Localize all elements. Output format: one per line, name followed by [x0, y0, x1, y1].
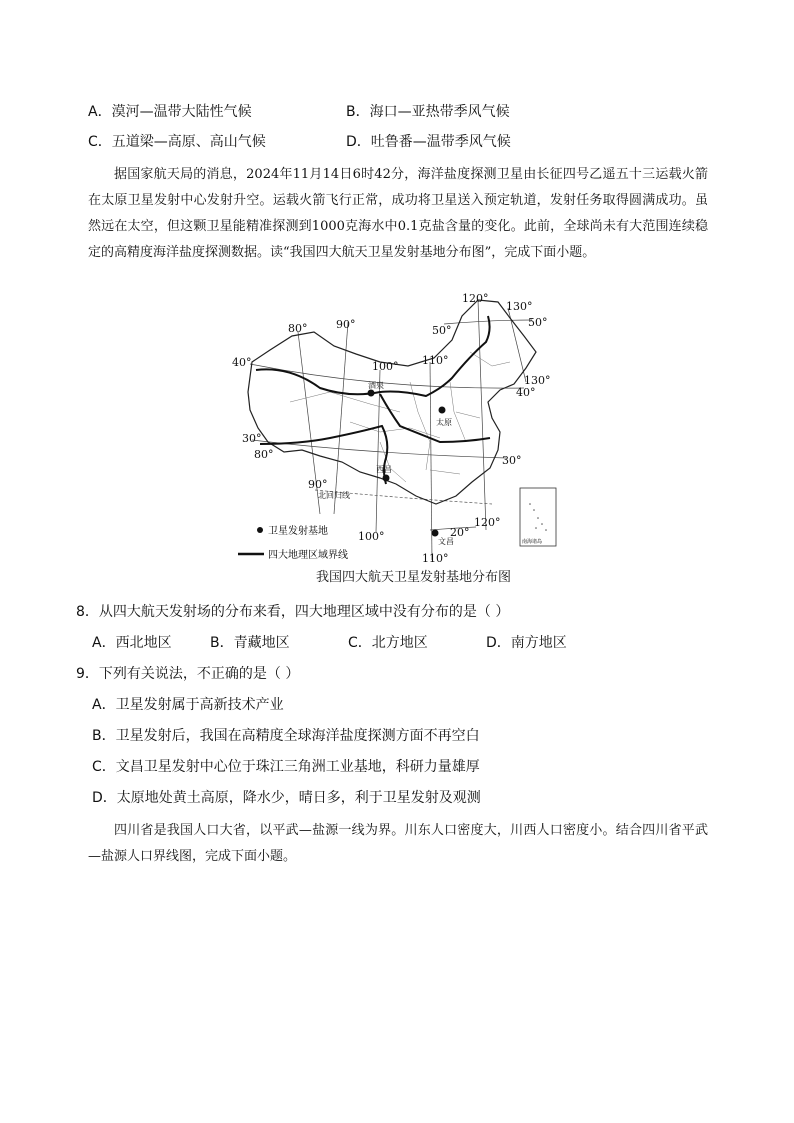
q8-option-d: D．南方地区: [486, 635, 567, 651]
lat-label-30-left: 30°: [242, 432, 262, 445]
lon-label-80-top: 80°: [288, 322, 308, 335]
launch-base-wenchang: [432, 530, 439, 537]
lon-label-80-bottom: 80°: [254, 448, 274, 461]
q9-stem: 9．下列有关说法，不正确的是（ ）: [76, 666, 300, 682]
passage-text: 四川省是我国人口大省，以平武—盐源一线为界。川东人口密度大，川西人口密度小。结合四川省平武—盐源人口界线图，完成下面小题。: [88, 823, 708, 864]
lon-label-100-top: 100°: [372, 360, 399, 373]
q8-stem: 8．从四大航天发射场的分布来看，四大地理区域中没有分布的是（ ）: [76, 604, 510, 620]
lon-label-110-bottom: 110°: [422, 552, 449, 564]
q7-option-b: B．海口—亚热带季风气候: [346, 104, 510, 120]
tropic-label: 北回归线: [318, 491, 350, 500]
legend-dot-icon: [257, 527, 263, 533]
legend-boundary-label: 四大地理区域界线: [268, 550, 348, 561]
city-label-taiyuan: 太原: [436, 418, 452, 427]
q9-option-d: D．太原地处黄土高原，降水少，晴日多，利于卫星发射及观测: [92, 790, 481, 806]
lat-label-40-left: 40°: [232, 356, 252, 369]
lon-label-130-top: 130°: [506, 300, 533, 313]
q7-option-c: C．五道梁—高原、高山气候: [88, 134, 266, 150]
lon-label-90-top: 90°: [336, 318, 356, 331]
meridian-100: [376, 370, 380, 532]
lat-label-40-right: 40°: [516, 386, 536, 399]
q9-option-b: B．卫星发射后，我国在高精度全球海洋盐度探测方面不再空白: [92, 728, 480, 744]
q8-option-b: B．青藏地区: [210, 635, 290, 651]
map-caption: 我国四大航天卫星发射基地分布图: [316, 570, 512, 585]
lon-label-100-bottom: 100°: [358, 530, 385, 543]
city-label-jiuquan: 酒泉: [368, 381, 384, 390]
lon-label-90-bottom: 90°: [308, 478, 328, 491]
boundary-north-south: [380, 394, 490, 442]
launch-base-jiuquan: [368, 390, 375, 397]
q8-option-c: C．北方地区: [348, 635, 428, 651]
reading-passage-sichuan: [88, 818, 708, 870]
lon-label-120-top: 120°: [462, 292, 489, 305]
city-label-xichang: 西昌: [376, 465, 392, 474]
south-china-sea-inset: [520, 488, 556, 546]
launch-base-map: [230, 292, 560, 564]
reading-passage-satellite: [88, 162, 708, 266]
q7-option-d: D．吐鲁番—温带季风气候: [346, 134, 511, 150]
lat-label-20: 20°: [450, 526, 470, 539]
lon-label-120-bottom: 120°: [474, 516, 501, 529]
boundary-tibet: [260, 426, 387, 484]
launch-base-taiyuan: [439, 407, 446, 414]
city-label-wenchang: 文昌: [438, 537, 454, 546]
lon-label-110-top: 110°: [422, 354, 449, 367]
inset-label: 南海诸岛: [522, 539, 543, 545]
q7-option-a: A．漠河—温带大陆性气候: [88, 104, 252, 120]
lat-label-50-left: 50°: [432, 324, 452, 337]
lat-label-30-right: 30°: [502, 454, 522, 467]
lat-label-50-right: 50°: [528, 316, 548, 329]
lon-label-130-right: 130°: [524, 374, 551, 387]
launch-base-xichang: [383, 475, 390, 482]
parallel-50: [444, 320, 532, 324]
passage-text: 据国家航天局的消息，2024年11月14日6时42分，海洋盐度探测卫星由长征四号乙遥五十三运载火箭在太原卫星发射中心发射升空。运载火箭飞行正常，成功将卫星送入预定轨道，发射任务取得圆满成功。虽然远在太空，但这颗卫星能精准探测到1000克海水中0.1克盐含量的变化。此前，全球尚未有大范围连续稳定的高精度海洋盐度探测数据。读“我国四大航天卫星发射基地分布图”，完成下面小题。: [88, 167, 708, 260]
legend-base-label: 卫星发射基地: [268, 526, 328, 537]
q9-option-a: A．卫星发射属于高新技术产业: [92, 697, 284, 713]
meridian-120: [478, 300, 486, 530]
q9-option-c: C．文昌卫星发射中心位于珠江三角洲工业基地，科研力量雄厚: [92, 759, 480, 775]
q8-option-a: A．西北地区: [92, 635, 172, 651]
